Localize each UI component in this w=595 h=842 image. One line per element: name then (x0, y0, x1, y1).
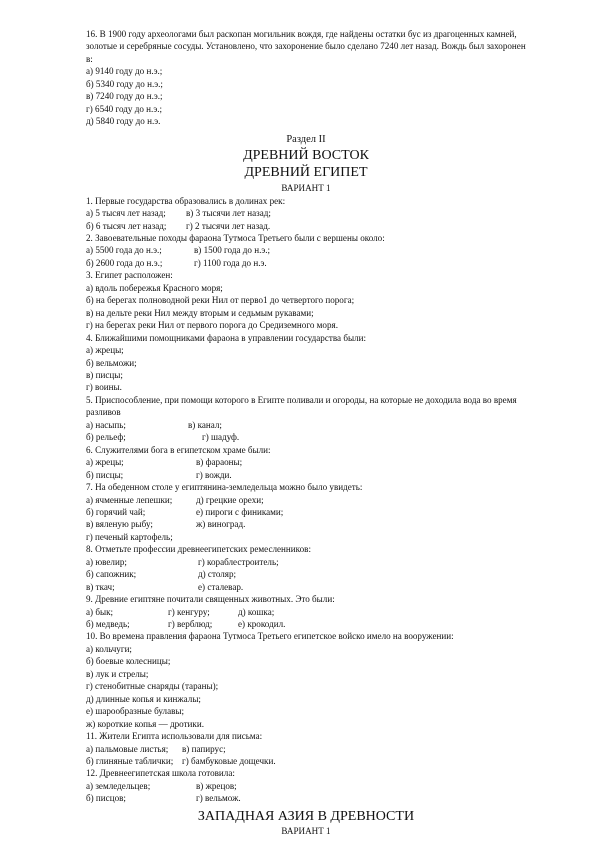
option: в) папирус; (182, 743, 226, 754)
option: д) кошка; (238, 606, 275, 617)
question-12-stem: 12. Древнеегипетская школа готовила: (86, 768, 235, 779)
heading-ancient-egypt: ДРЕВНИЙ ЕГИПЕТ (244, 164, 368, 180)
option: в) лук и стрелы; (86, 668, 149, 679)
option-row (86, 556, 526, 568)
option: в) 7240 году до н.э.; (86, 91, 163, 102)
option: г) кораблестроитель; (198, 556, 279, 567)
option: б) вельможи; (86, 357, 137, 368)
option: в) писцы; (86, 369, 123, 380)
heading-ancient-east: ДРЕВНИЙ ВОСТОК (243, 147, 369, 163)
question-11-stem: 11. Жители Египта использовали для письма: (86, 731, 263, 742)
option-row (86, 494, 526, 506)
option-row (86, 618, 526, 630)
option: г) 2 тысячи лет назад. (186, 220, 271, 231)
option: а) ювелир; (86, 556, 127, 567)
question-16-stem: 16. В 1900 году археологами был раскопан могильник вождя, где найдены остатки бус из драгоценных камней, золотые и серебряные сосуды. Установлено, что захоронение было сделано 7240 лет назад. Вождь был захоронен в: (86, 29, 526, 64)
option: б) 5340 году до н.э.; (86, 78, 163, 89)
question-10-stem: 10. Во времена правления фараона Тутмоса Третьего египетское войско имело на вооружении: (86, 631, 454, 642)
option-row (86, 431, 526, 443)
option: в) фараоны; (196, 457, 243, 468)
option: г) вельмож. (196, 793, 241, 804)
option-row (86, 755, 526, 767)
option: а) жрецы; (86, 457, 124, 468)
option: б) рельеф; (86, 432, 126, 443)
option: а) насыпь; (86, 419, 126, 430)
option-row (86, 792, 526, 804)
option: ж) короткие копья — дротики. (86, 718, 204, 729)
option-row (86, 568, 526, 580)
option: е) сталевар. (198, 581, 244, 592)
option: б) писцов; (86, 793, 126, 804)
option: в) 1500 года до н.э.; (194, 245, 271, 256)
option: б) глиняные таблички; (86, 756, 174, 767)
option: г) воины. (86, 382, 122, 393)
option: б) горячий чай; (86, 506, 146, 517)
option: а) 5 тысяч лет назад; (86, 208, 166, 219)
option-row (86, 257, 526, 269)
variant-label-2: ВАРИАНТ 1 (281, 825, 331, 836)
variant-label: ВАРИАНТ 1 (281, 182, 331, 193)
option: а) вдоль побережья Красного моря; (86, 282, 223, 293)
option-row (86, 220, 526, 232)
option: г) на берегах реки Нил от первого порога до Средиземного моря. (86, 320, 338, 331)
option: в) вяленую рыбу; (86, 519, 153, 530)
option-row (86, 469, 526, 481)
option: в) 3 тысячи лет назад; (186, 208, 271, 219)
option: б) боевые колесницы; (86, 656, 171, 667)
option: б) 6 тысяч лет назад; (86, 220, 167, 231)
option: б) 2600 года до н.э.; (86, 257, 163, 268)
option: а) земледельцев; (86, 780, 151, 791)
document-page (86, 28, 526, 837)
option: г) бамбуковые дощечки. (182, 756, 276, 767)
option: д) длинные копья и кинжалы; (86, 693, 201, 704)
option: д) 5840 году до н.э. (86, 116, 161, 127)
option-row (86, 506, 526, 518)
option: а) кольчуги; (86, 643, 132, 654)
option: в) канал; (188, 419, 222, 430)
option: г) 1100 года до н.э. (194, 257, 267, 268)
option: е) пироги с финиками; (196, 506, 284, 517)
option: б) медведь; (86, 619, 130, 630)
option: г) печеный картофель; (86, 531, 173, 542)
option: е) крокодил. (238, 619, 286, 630)
option: д) грецкие орехи; (196, 494, 264, 505)
option: в) ткач; (86, 581, 115, 592)
option-row (86, 606, 526, 618)
question-2-stem: 2. Завоевательные походы фараона Тутмоса Третьего были с вершены около: (86, 232, 385, 243)
option: е) шарообразные булавы; (86, 706, 185, 717)
option: б) сапожник; (86, 569, 137, 580)
option-row (86, 518, 526, 530)
heading-western-asia: ЗАПАДНАЯ АЗИЯ В ДРЕВНОСТИ (197, 808, 415, 824)
option: г) кенгуру; (168, 606, 210, 617)
option: д) столяр; (198, 569, 237, 580)
question-7-stem: 7. На обеденном столе у египтянина-земледельца можно было увидеть: (86, 482, 363, 493)
option: г) стенобитные снаряды (тараны); (86, 681, 219, 692)
option-row (86, 743, 526, 755)
option: а) ячменные лепешки; (86, 494, 173, 505)
question-1-stem: 1. Первые государства образовались в долинах рек: (86, 195, 286, 206)
option: г) верблюд; (168, 619, 213, 630)
question-5-stem: 5. Приспособление, при помощи которого в Египте поливали и огороды, на которые не доходила вода во время разливов (86, 394, 517, 418)
question-9-stem: 9. Древние египтяне почитали священных животных. Это были: (86, 594, 335, 605)
option: а) 9140 году до н.э.; (86, 66, 163, 77)
option-row (86, 419, 526, 431)
option-row (86, 244, 526, 256)
option: а) пальмовые листья; (86, 743, 169, 754)
question-8-stem: 8. Отметьте профессии древнеегипетских ремесленников: (86, 544, 311, 555)
option: а) 5500 года до н.э.; (86, 245, 162, 256)
option-row (86, 780, 526, 792)
option: г) шадуф. (202, 432, 240, 443)
question-4-stem: 4. Ближайшими помощниками фараона в управлении государства были: (86, 332, 366, 343)
option: ж) виноград. (196, 519, 246, 530)
option: а) жрецы; (86, 345, 124, 356)
option-row (86, 581, 526, 593)
option: б) писцы; (86, 469, 124, 480)
option-row (86, 456, 526, 468)
option-row (86, 207, 526, 219)
option: б) на берегах полноводной реки Нил от перво1 до четвертого порога; (86, 295, 355, 306)
question-3-stem: 3. Египет расположен: (86, 270, 173, 281)
option: в) на дельте реки Нил между вторым и седьмым рукавами; (86, 307, 314, 318)
option: г) 6540 году до н.э.; (86, 103, 163, 114)
option: в) жрецов; (196, 780, 237, 791)
option: а) бык; (86, 606, 114, 617)
option: г) вожди. (196, 469, 232, 480)
question-6-stem: 6. Служителями бога в египетском храме были: (86, 444, 271, 455)
section-label: Раздел II (286, 133, 326, 145)
